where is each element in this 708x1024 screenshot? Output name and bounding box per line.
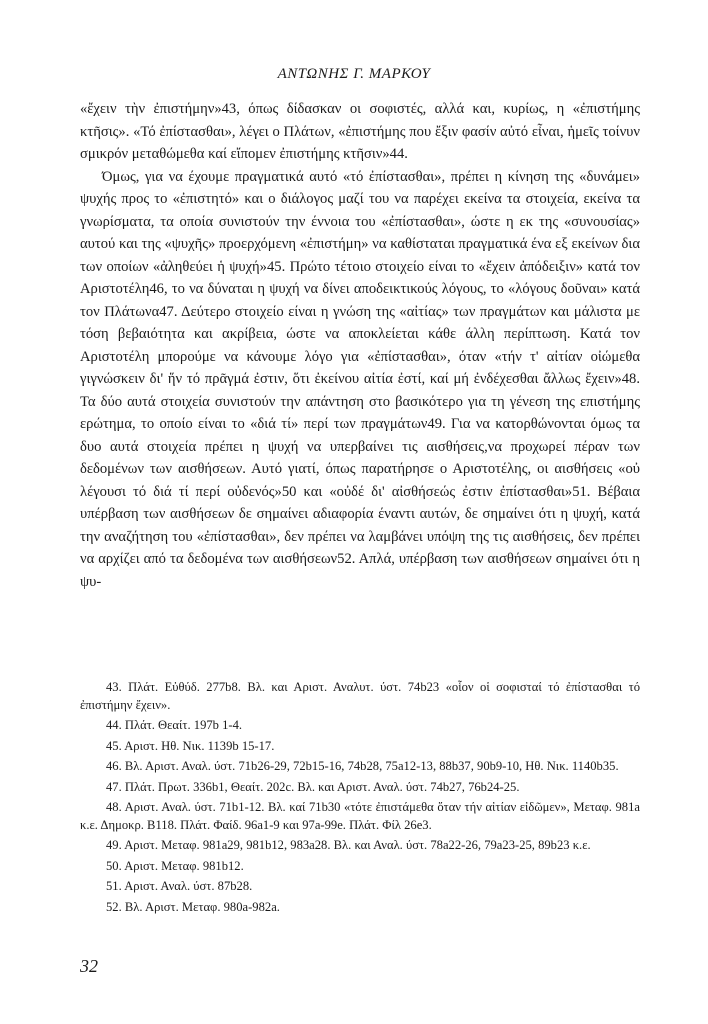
footnote: 43. Πλάτ. Εὐθύδ. 277b8. Βλ. και Αριστ. Αναλυτ. ύστ. 74b23 «οἷον οἱ σοφισταί τό ἐπίστασθαι τό ἐπιστήμην ἔχειν». xyxy=(80,680,640,712)
footnotes xyxy=(80,679,640,919)
footnote: 52. Βλ. Αριστ. Μεταφ. 980a-982a. xyxy=(106,899,280,914)
footnote: 44. Πλάτ. Θεαίτ. 197b 1-4. xyxy=(106,718,243,733)
footnote: 50. Αριστ. Μεταφ. 981b12. xyxy=(106,858,244,873)
page-number: 32 xyxy=(80,956,98,976)
footnote: 47. Πλάτ. Πρωτ. 336b1, Θεαίτ. 202c. Βλ. και Αριστ. Αναλ. ύστ. 74b27, 76b24-25. xyxy=(106,779,520,794)
footnote: 48. Αριστ. Αναλ. ύστ. 71b1-12. Βλ. καί 71b30 «τότε ἐπιστάμεθα ὅταν τήν αἰτίαν εἰδῶμεν», Μεταφ. 981a κ.ε. Δημοκρ. Β118. Πλάτ. Φαίδ. 96a1-9 και 97a-99e. Πλάτ. Φίλ 26e3. xyxy=(80,800,640,832)
paragraph: «ἔχειν τὴν ἐπιστήμην»43, όπως δίδασκαν οι σοφιστές, αλλά και, κυρίως, η «ἐπιστήμης κτῆσις». «Τό ἐπίστασθαι», λέγει ο Πλάτων, «ἐπιστήμης που ἔξιν φασίν αὐτό εἶναι, ἡμεῖς τοίνυν σμικρόν μεταθώμεθα καί εἴπομεν ἐπιστήμης κτῆσιν»44. xyxy=(80,101,640,162)
paragraph: Όμως, για να έχουμε πραγματικά αυτό «τό ἐπίστασθαι», πρέπει η κίνηση της «δυνάμει» ψυχής προς το «ἐπιστητό» και ο διάλογος μαζί του να παρέχει εκείνα τα στοιχεία, εκείνα τα γνωρίσματα, τα οποία συνιστούν την έννοια του «ἐπίστασθαι», ώστε η εκ της «συνουσίας» αυτού και της «ψυχῆς» προερχόμενη «ἐπιστήμη» να καθίσταται πραγματικά ένα εξ εκείνων δια των οποίων «ἀληθεύει ἡ ψυχή»45. Πρώτο τέτοιο στοιχείο είναι το «ἔχειν ἀπόδειξιν» κατά τον Αριστοτέλη46, το να δύναται η ψυχή να δίνει αποδεικτικούς λόγους, το «λόγους δοῦναι» κατά τον Πλάτωνα47. Δεύτερο στοιχείο είναι η γνώση της «αἰτίας» των πραγμάτων και μάλιστα με τόση βεβαιότητα και ακρίβεια, ώστε να αποκλείεται κάθε άλλη περίπτωση. Κατά τον Αριστοτέλη μπορούμε να κάνουμε λόγο για «ἐπίστασθαι», όταν «τήν τ' αἰτίαν οἰώμεθα γιγνώσκειν δι' ἥν τό πρᾶγμά ἐστιν, ὅτι ἐκείνου αἰτία ἐστί, καί μή ἐνδέχεσθαι ἄλλως ἔχειν»48. Τα δύο αυτά στοιχεία συνιστούν την απάντηση στο βασικότερο για τη γένεση της επιστήμης ερώτημα, το οποίο είναι το «διά τί» περί των πραγμάτων49. Για να κατορθώνονται όμως τα δυο αυτά στοιχεία πρέπει η ψυχή να υπερβαίνει τις αισθήσεις,να προχωρεί πέραν των δεδομένων των αισθήσεων. Αυτό γιατί, όπως παρατήρησε ο Αριστοτέλης, οι αισθήσεις «οὐ λέγουσι τό διά τί περί οὐδενός»50 και «οὐδέ δι' αἰσθήσεώς ἐστιν ἐπίστασθαι»51. Βέβαια υπέρβαση των αισθήσεων δε σημαίνει αδιαφορία έναντι αυτών, δε σημαίνει ότι η ψυχή, κατά την αναζήτηση του «ἐπίστασθαι», δεν πρέπει να λαμβάνει υπόψη της τις αισθήσεις, δεν πρέπει να αρχίζει από τα δεδομένα των αισθήσεων52. Απλά, υπέρβαση των αισθήσεων σημαίνει ότι η ψυ- xyxy=(80,168,640,590)
footnote: 51. Αριστ. Αναλ. ύστ. 87b28. xyxy=(106,879,253,894)
footnote: 46. Βλ. Αριστ. Αναλ. ύστ. 71b26-29, 72b15-16, 74b28, 75a12-13, 88b37, 90b9-10, Ηθ. Νικ. 1140b35. xyxy=(106,759,619,774)
running-head: ΑΝΤΩΝΗΣ Γ. ΜΑΡΚΟΥ xyxy=(277,66,431,82)
footnote: 49. Αριστ. Μεταφ. 981a29, 981b12, 983a28. Βλ. και Αναλ. ύστ. 78a22-26, 79a23-25, 89b23 κ.ε. xyxy=(106,838,591,853)
main-text xyxy=(80,98,640,593)
footnote: 45. Αριστ. Ηθ. Νικ. 1139b 15-17. xyxy=(106,738,275,753)
